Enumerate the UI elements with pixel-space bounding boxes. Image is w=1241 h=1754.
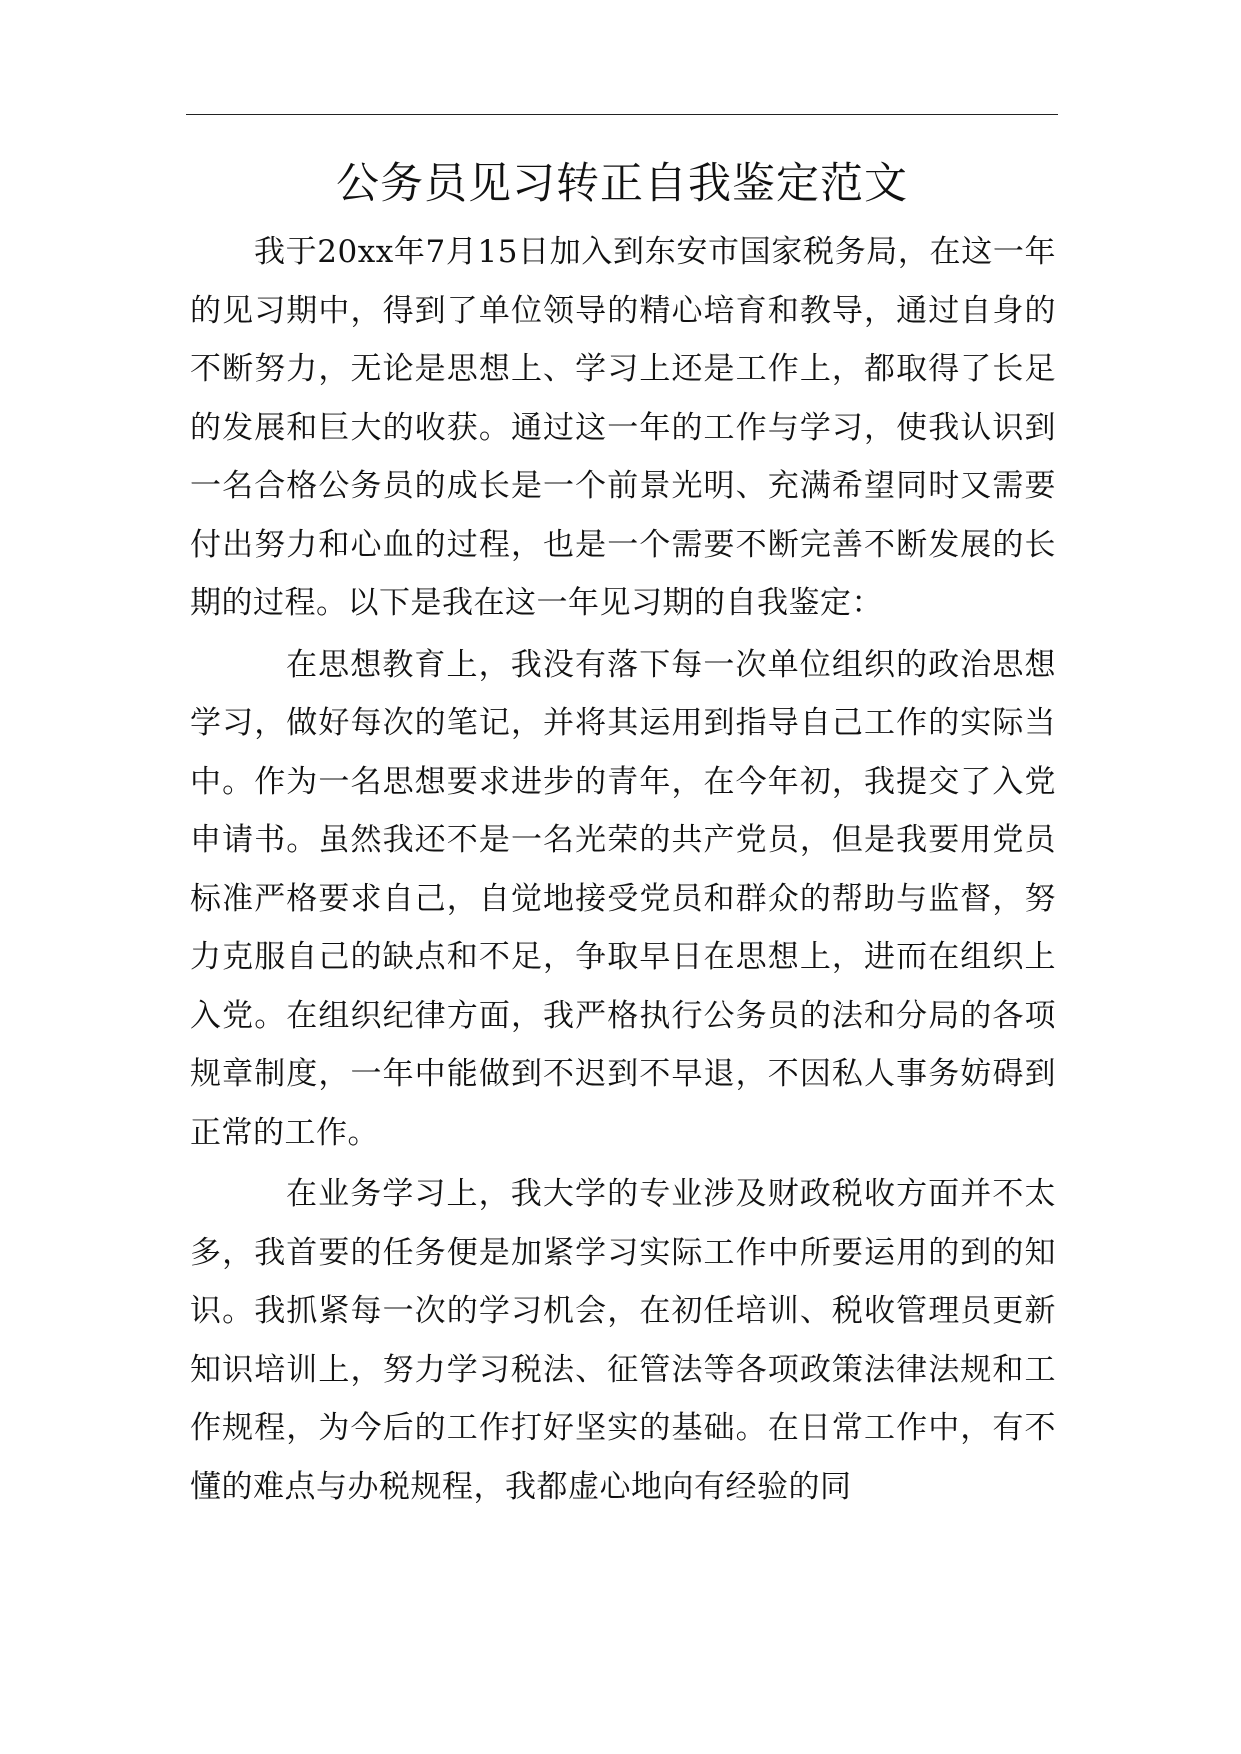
paragraph-study: 在业务学习上，我大学的专业涉及财政税收方面并不太多，我首要的任务便是加紧学习实际工作中所要运用的到的知识。我抓紧每一次的学习机会，在初任培训、税收管理员更新知识培训上，努力学习税法、征管法等各项政策法律法规和工作规程，为今后的工作打好坚实的基础。在日常工作中，有不懂的难点与办税规程，我都虚心地向有经验的同 — [190, 1176, 1056, 1505]
header-rule — [186, 114, 1058, 115]
document-body — [190, 223, 1056, 1516]
document-title: 公务员见习转正自我鉴定范文 — [336, 159, 908, 209]
paragraph-ideology: 在思想教育上，我没有落下每一次单位组织的政治思想学习，做好每次的笔记，并将其运用到指导自己工作的实际当中。作为一名思想要求进步的青年，在今年初，我提交了入党申请书。虽然我还不是一名光荣的共产党员，但是我要用党员标准严格要求自己，自觉地接受党员和群众的帮助与监督，努力克服自己的缺点和不足，争取早日在思想上，进而在组织上入党。在组织纪律方面，我严格执行公务员的法和分局的各项规章制度，一年中能做到不迟到不早退，不因私人事务妨碍到正常的工作。 — [190, 646, 1056, 1151]
paragraph-intro: 我于20xx年7月15日加入到东安市国家税务局，在这一年的见习期中，得到了单位领导的精心培育和教导，通过自身的不断努力，无论是思想上、学习上还是工作上，都取得了长足的发展和巨大的收获。通过这一年的工作与学习，使我认识到一名合格公务员的成长是一个前景光明、充满希望同时又需要付出努力和心血的过程，也是一个需要不断完善不断发展的长期的过程。以下是我在这一年见习期的自我鉴定： — [190, 234, 1056, 621]
